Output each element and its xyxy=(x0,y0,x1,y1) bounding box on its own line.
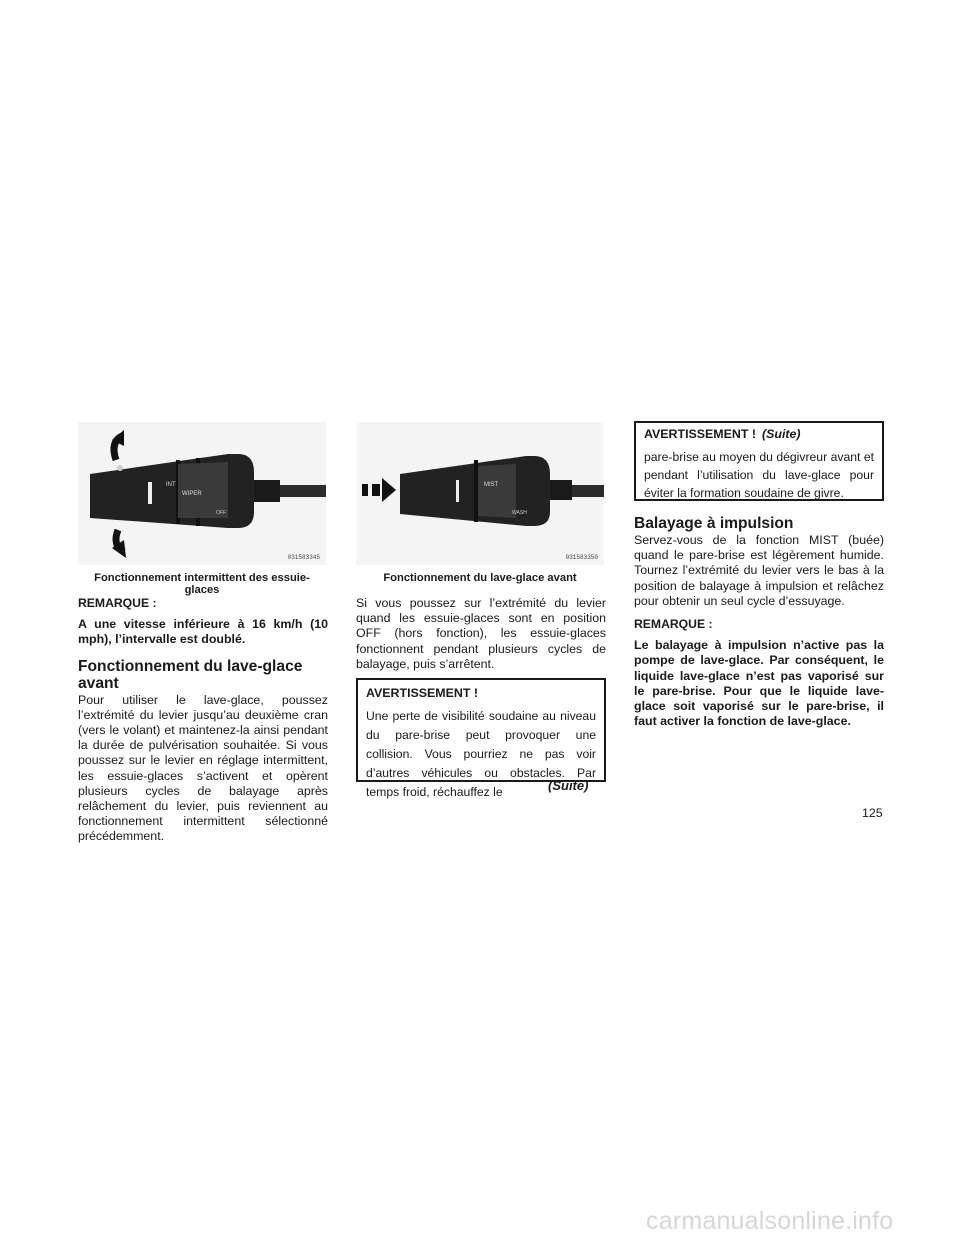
washer-lever-illustration xyxy=(356,422,604,565)
page-number: 125 xyxy=(862,806,883,820)
lever-label-off: OFF xyxy=(216,510,226,516)
lever-label-wash: WASH xyxy=(512,510,527,516)
note-text: Le balayage à impulsion n’active pas la pompe de lave-glace. Par conséquent, le liquide lave-glace n’est pas vaporisé sur le pare-brise. Pour que le liquide lave-glace soit vaporisé sur le pare-brise, il faut activer la fonction de lave-glace. xyxy=(634,638,884,729)
left-column xyxy=(78,596,328,845)
note-text: A une vitesse inférieure à 16 km/h (10 mph), l’intervalle est doublé. xyxy=(78,617,328,647)
middle-paragraph: Si vous poussez sur l’extrémité du levier quand les essuie-glaces sont en position OFF (hors fonction), les essuie-glaces fonctionnent pendant plusieurs cycles de balayage, puis s’arrêtent. xyxy=(356,596,606,671)
continued-label: (Suite) xyxy=(761,427,801,441)
note-label: REMARQUE : xyxy=(634,617,713,632)
watermark: carmanualsonline.info xyxy=(646,1207,894,1235)
lever-label-int: INT xyxy=(166,482,176,488)
figure-caption: Fonctionnement du lave-glace avant xyxy=(383,572,577,584)
warning-title: AVERTISSEMENT ! xyxy=(644,427,756,441)
paragraph: Pour utiliser le lave-glace, poussez l’extrémité du levier jusqu’au deuxième cran (vers le volant) et maintenez-la ainsi pendant la durée de pulvérisation souhaitée. Si vous poussez sur le levier en réglage intermittent, les essuie-glaces s’activent et opèrent plusieurs cycles de balayage après relâchement du levier, puis reviennent au fonctionnement intermittent sélectionné précédemment. xyxy=(78,692,328,844)
figure-front-washer xyxy=(356,422,604,565)
paragraph: Servez-vous de la fonction MIST (buée) quand le pare-brise est légèrement humide. Tournez l’extrémité du levier vers le bas à la position de balayage à impulsion et relâchez pour obtenir un seul cycle d’essuyage. xyxy=(634,533,884,608)
figure-code: 031583345 xyxy=(287,554,320,561)
warning-text: pare-brise au moyen du dégivreur avant et pendant l’utilisation du lave-glace pour éviter la formation soudaine de givre. xyxy=(644,450,874,500)
warning-text: Une perte de visibilité soudaine au niveau du pare-brise peut provoquer une collision. Vous pourriez ne pas voir d’autres véhicules ou obstacles. Par temps froid, réchauffez le xyxy=(366,709,596,799)
warning-title: AVERTISSEMENT ! xyxy=(366,686,478,700)
lever-label-mist: MIST xyxy=(484,482,499,488)
note-label: REMARQUE : xyxy=(78,596,157,610)
continued-label: (Suite) xyxy=(548,778,589,793)
warning-title-row xyxy=(644,427,874,441)
section-heading: Fonctionnement du lave-glace avant xyxy=(78,657,303,692)
figure-code: 031583350 xyxy=(565,554,598,561)
wiper-lever-illustration xyxy=(78,422,326,565)
warning-box-continued xyxy=(634,421,884,501)
figure-caption: Fonctionnement intermittent des essuie-glaces xyxy=(94,572,310,596)
section-heading: Balayage à impulsion xyxy=(634,515,794,532)
lever-label-wiper: WIPER xyxy=(182,491,202,497)
right-column xyxy=(634,515,884,729)
figure-intermittent-wipers xyxy=(78,422,326,565)
